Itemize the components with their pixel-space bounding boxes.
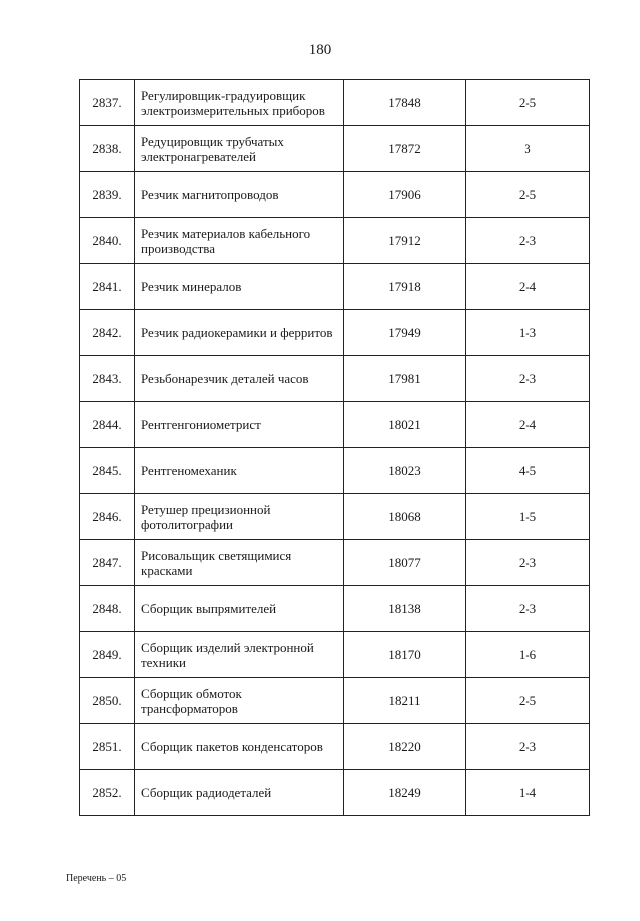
code-cell: 18077 [344, 540, 466, 586]
table-row [80, 218, 590, 264]
row-number-cell: 2839. [80, 172, 135, 218]
code-cell: 18220 [344, 724, 466, 770]
profession-name-cell: Редуцировщик трубчатых электронагревателей [135, 126, 344, 172]
code-cell: 17912 [344, 218, 466, 264]
category-cell: 1-5 [466, 494, 590, 540]
row-number-cell: 2849. [80, 632, 135, 678]
profession-name-cell: Рентгеномеханик [135, 448, 344, 494]
table-row [80, 632, 590, 678]
category-cell: 2-5 [466, 172, 590, 218]
row-number-cell: 2847. [80, 540, 135, 586]
profession-name-cell: Сборщик выпрямителей [135, 586, 344, 632]
table-row [80, 264, 590, 310]
code-cell: 17906 [344, 172, 466, 218]
table-row [80, 770, 590, 816]
code-cell: 18068 [344, 494, 466, 540]
category-cell: 2-3 [466, 356, 590, 402]
row-number-cell: 2852. [80, 770, 135, 816]
category-cell: 3 [466, 126, 590, 172]
profession-name-cell: Сборщик пакетов конденсаторов [135, 724, 344, 770]
row-number-cell: 2845. [80, 448, 135, 494]
code-cell: 18249 [344, 770, 466, 816]
table-row [80, 172, 590, 218]
profession-name-cell: Резчик радиокерамики и ферритов [135, 310, 344, 356]
table-row [80, 540, 590, 586]
profession-name-cell: Регулировщик-градуировщик электроизмерительных приборов [135, 80, 344, 126]
table-row [80, 126, 590, 172]
profession-name-cell: Рисовальщик светящимися красками [135, 540, 344, 586]
profession-name-cell: Резчик минералов [135, 264, 344, 310]
code-cell: 18170 [344, 632, 466, 678]
code-cell: 17981 [344, 356, 466, 402]
category-cell: 2-5 [466, 80, 590, 126]
row-number-cell: 2848. [80, 586, 135, 632]
category-cell: 2-3 [466, 724, 590, 770]
table-row [80, 356, 590, 402]
code-cell: 18021 [344, 402, 466, 448]
table-body [80, 80, 590, 816]
code-cell: 17872 [344, 126, 466, 172]
table-row [80, 678, 590, 724]
row-number-cell: 2846. [80, 494, 135, 540]
profession-name-cell: Сборщик радиодеталей [135, 770, 344, 816]
profession-name-cell: Резьбонарезчик деталей часов [135, 356, 344, 402]
row-number-cell: 2838. [80, 126, 135, 172]
category-cell: 4-5 [466, 448, 590, 494]
profession-name-cell: Рентгенгониометрист [135, 402, 344, 448]
profession-name-cell: Сборщик изделий электронной техники [135, 632, 344, 678]
row-number-cell: 2840. [80, 218, 135, 264]
row-number-cell: 2844. [80, 402, 135, 448]
table-row [80, 724, 590, 770]
row-number-cell: 2837. [80, 80, 135, 126]
table-row [80, 494, 590, 540]
category-cell: 2-3 [466, 540, 590, 586]
footer-text: Перечень – 05 [66, 873, 127, 884]
table-row [80, 80, 590, 126]
code-cell: 18023 [344, 448, 466, 494]
table-row [80, 448, 590, 494]
code-cell: 18138 [344, 586, 466, 632]
profession-name-cell: Сборщик обмоток трансформаторов [135, 678, 344, 724]
profession-name-cell: Ретушер прецизионной фотолитографии [135, 494, 344, 540]
category-cell: 2-3 [466, 218, 590, 264]
code-cell: 17918 [344, 264, 466, 310]
code-cell: 17949 [344, 310, 466, 356]
profession-name-cell: Резчик материалов кабельного производства [135, 218, 344, 264]
row-number-cell: 2851. [80, 724, 135, 770]
code-cell: 17848 [344, 80, 466, 126]
table-row [80, 402, 590, 448]
table-row [80, 586, 590, 632]
row-number-cell: 2842. [80, 310, 135, 356]
category-cell: 1-6 [466, 632, 590, 678]
category-cell: 2-4 [466, 402, 590, 448]
profession-name-cell: Резчик магнитопроводов [135, 172, 344, 218]
row-number-cell: 2850. [80, 678, 135, 724]
row-number-cell: 2843. [80, 356, 135, 402]
code-cell: 18211 [344, 678, 466, 724]
page-number: 180 [308, 42, 332, 58]
category-cell: 2-5 [466, 678, 590, 724]
row-number-cell: 2841. [80, 264, 135, 310]
category-cell: 1-4 [466, 770, 590, 816]
table-row [80, 310, 590, 356]
category-cell: 1-3 [466, 310, 590, 356]
category-cell: 2-3 [466, 586, 590, 632]
category-cell: 2-4 [466, 264, 590, 310]
professions-table [79, 79, 590, 816]
